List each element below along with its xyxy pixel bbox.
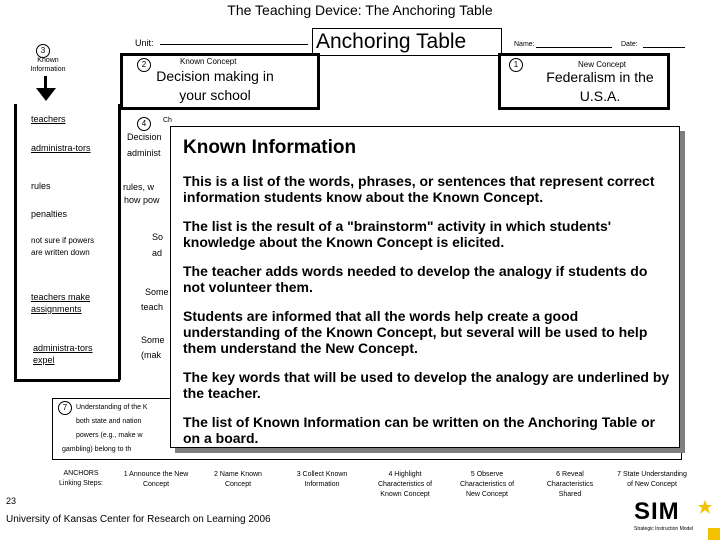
corner-accent (708, 528, 720, 540)
known-concept-label: Known Concept (180, 57, 237, 66)
middle-fragment: So (152, 232, 164, 242)
page-number: 23 (6, 496, 17, 506)
known-item: administra-tors (31, 143, 91, 153)
middle-fragment: teach (141, 302, 164, 312)
understanding-line: Understanding of the K (76, 404, 148, 411)
footer-credit: University of Kansas Center for Research on Learning 2006 (6, 514, 271, 525)
characteristics-fragment: Ch (163, 117, 172, 124)
popup-paragraph: The teacher adds words needed to develop the analogy if students do not volunteer them. (183, 263, 648, 295)
new-concept-value: Federalism in the U.S.A. (546, 69, 654, 104)
name-line (536, 47, 612, 48)
anchor-step-text: Highlight Characteristics of Known Concept (377, 471, 433, 498)
name-label: Name: (514, 41, 535, 48)
step-3-badge: 3 (36, 44, 50, 58)
known-item: administra-tors expel (33, 343, 93, 365)
middle-fragment: (mak (141, 350, 161, 360)
left-column-border (14, 104, 17, 380)
anchor-step-text: Name Known Concept (219, 471, 262, 488)
new-concept-label: New Concept (578, 60, 627, 69)
anchor-step-text: Observe Characteristics of New Concept (459, 471, 515, 498)
date-label: Date: (621, 41, 638, 48)
left-column-bottom-border (14, 379, 120, 382)
slide-title: The Teaching Device: The Anchoring Table (227, 2, 493, 18)
date-line (643, 47, 685, 48)
anchors-label: ANCHORS Linking Steps: (59, 470, 103, 487)
middle-fragment: how pow (124, 195, 160, 205)
popup-paragraph: This is a list of the words, phrases, or sentences that represent correct information students know about the Known Concept. (183, 173, 655, 205)
anchor-step-6 (535, 470, 605, 500)
sim-logo-tagline: Strategic Instruction Model (634, 526, 694, 532)
step-1-badge: 1 (509, 58, 523, 72)
middle-fragment: administ (127, 148, 161, 158)
step-2-badge: 2 (137, 58, 151, 72)
anchor-step-number: 1 (123, 471, 128, 478)
anchor-step-number: 4 (388, 471, 393, 478)
understanding-line: powers (e.g., make w (76, 432, 143, 439)
anchor-step-number: 6 (556, 471, 561, 478)
middle-fragment: Decision (127, 132, 162, 142)
anchor-step-1 (121, 470, 191, 490)
anchor-step-text: State Understanding of New Concept (623, 471, 687, 488)
anchor-step-number: 7 (617, 471, 622, 478)
middle-column-border (118, 104, 121, 380)
popup-paragraph: The list of Known Information can be written on the Anchoring Table or on a board. (183, 414, 656, 446)
anchor-step-5 (452, 470, 522, 500)
known-item: teachers (31, 114, 66, 124)
understanding-line: gambling) belong to th (62, 446, 132, 453)
anchor-step-number: 3 (296, 471, 301, 478)
anchor-step-3 (287, 470, 357, 490)
anchor-step-7 (617, 470, 687, 490)
popup-paragraph: The key words that will be used to develop the analogy are underlined by the teacher. (183, 369, 670, 401)
known-info-column-label: Known Information (30, 57, 66, 73)
down-arrow-icon (36, 88, 56, 102)
anchor-step-text: Reveal Characteristics Shared (546, 471, 594, 498)
sim-logo-star-icon (698, 500, 712, 514)
middle-fragment: Some (145, 287, 169, 297)
step-4-badge: 4 (137, 117, 151, 131)
sim-logo (632, 498, 716, 538)
middle-fragment: Some (141, 335, 165, 345)
known-information-popup (170, 126, 680, 448)
middle-fragment: ad (152, 248, 163, 258)
known-concept-value: Decision making in your school (156, 68, 274, 103)
known-item: penalties (31, 209, 68, 219)
popup-paragraph: Students are informed that all the words help create a good understanding of the Known Concept, but several will be used to help them understand the New Concept. (183, 308, 648, 356)
known-item: teachers make assignments (31, 292, 91, 314)
anchor-step-2 (203, 470, 273, 490)
middle-fragment: rules, w (123, 182, 155, 192)
anchor-step-number: 2 (214, 471, 218, 478)
step-7-badge: 7 (58, 401, 72, 415)
anchor-step-4 (370, 470, 440, 500)
anchor-step-number: 5 (470, 471, 475, 478)
popup-paragraph: The list is the result of a "brainstorm" activity in which students' knowledge about the Known Concept is elicited. (183, 218, 612, 250)
popup-title: Known Information (183, 137, 357, 158)
unit-label: Unit: (135, 38, 154, 48)
sim-logo-text: SIM (634, 498, 680, 525)
anchor-step-text: Collect Known Information (302, 471, 348, 488)
unit-line (160, 44, 308, 45)
understanding-line: both state and nation (76, 418, 142, 425)
known-item: not sure if powers are written down (31, 236, 95, 257)
anchoring-table-heading: Anchoring Table (312, 28, 502, 56)
anchor-step-text: Announce the New Concept (129, 471, 189, 488)
known-item: rules (31, 181, 51, 191)
